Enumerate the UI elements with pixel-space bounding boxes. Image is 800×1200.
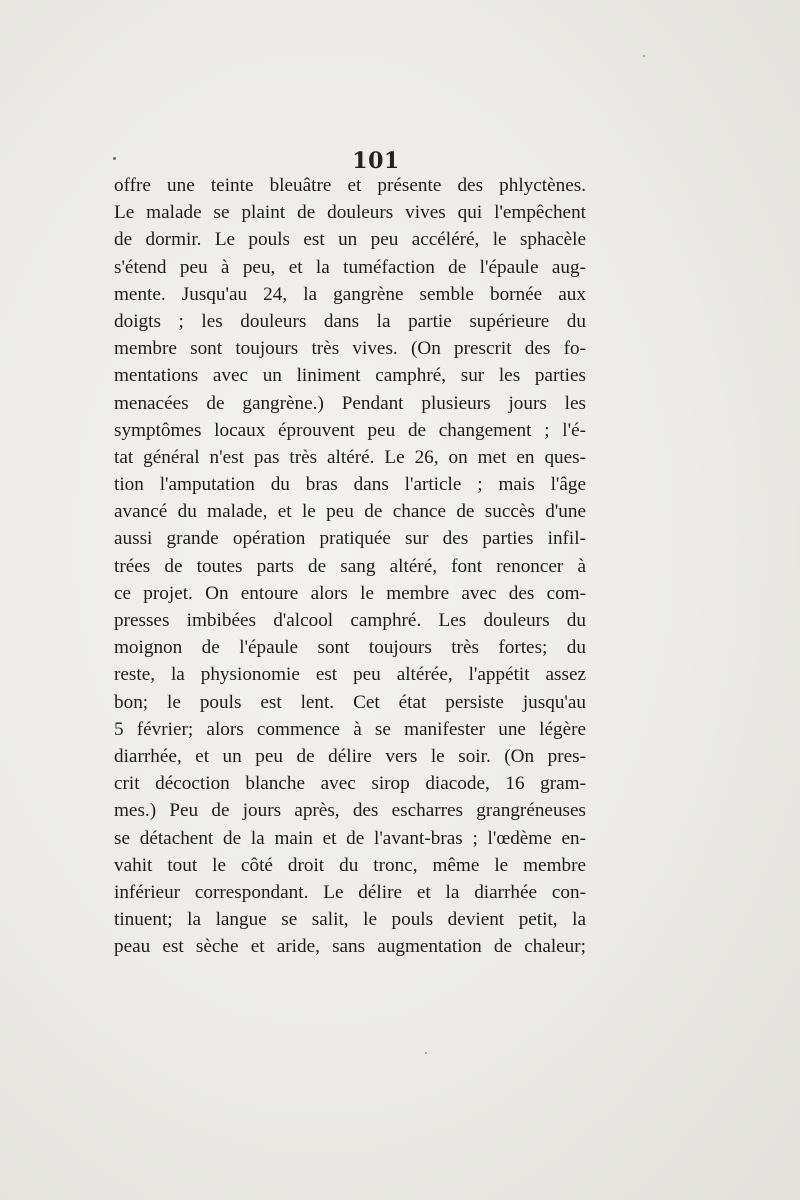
- text-line: offre une teinte bleuâtre et présente des phlyctènes.: [114, 175, 586, 196]
- text-line: peau est sèche et aride, sans augmentation de chaleur;: [114, 936, 586, 958]
- text-line: inférieur correspondant. Le délire et la diarrhée con-: [114, 881, 586, 903]
- text-line: menacées de gangrène.) Pendant plusieurs jours les: [114, 392, 586, 414]
- text-line: trées de toutes parts de sang altéré, font renoncer à: [114, 555, 586, 577]
- text-line: tion l'amputation du bras dans l'article ; mais l'âge: [114, 474, 586, 496]
- text-line: 5 février; alors commence à se manifester une légère: [114, 718, 586, 740]
- text-line: doigts ; les douleurs dans la partie supérieure du: [114, 310, 586, 332]
- ink-speck: [643, 55, 645, 57]
- ink-speck: [425, 1052, 427, 1054]
- text-line: bon; le pouls est lent. Cet état persiste jusqu'au: [114, 691, 586, 713]
- text-line: membre sont toujours très vives. (On prescrit des fo-: [114, 338, 586, 360]
- text-line: avancé du malade, et le peu de chance de succès d'une: [114, 501, 586, 523]
- text-line: symptômes locaux éprouvent peu de changement ; l'é-: [114, 419, 586, 441]
- body-text: [114, 172, 586, 960]
- text-line: aussi grande opération pratiquée sur des parties infil-: [114, 528, 586, 550]
- text-line: se détachent de la main et de l'avant-bras ; l'œdème en-: [114, 827, 586, 849]
- text-line: diarrhée, et un peu de délire vers le soir. (On pres-: [114, 745, 586, 767]
- text-line: mes.) Peu de jours après, des escharres grangréneuses: [114, 800, 586, 822]
- text-line: mente. Jusqu'au 24, la gangrène semble bornée aux: [114, 283, 586, 305]
- text-line: mentations avec un liniment camphré, sur les parties: [114, 365, 586, 387]
- text-line: moignon de l'épaule sont toujours très fortes; du: [114, 637, 586, 659]
- text-line: Le malade se plaint de douleurs vives qui l'empêchent: [114, 202, 586, 224]
- text-line: tat général n'est pas très altéré. Le 26, on met en ques-: [114, 446, 586, 468]
- text-line: s'étend peu à peu, et la tuméfaction de l'épaule aug-: [114, 256, 586, 278]
- text-line: de dormir. Le pouls est un peu accéléré, le sphacèle: [114, 229, 586, 251]
- text-line: crit décoction blanche avec sirop diacode, 16 gram-: [114, 773, 586, 795]
- text-line: reste, la physionomie est peu altérée, l'appétit assez: [114, 664, 586, 686]
- text-line: presses imbibées d'alcool camphré. Les douleurs du: [114, 610, 586, 631]
- text-line: ce projet. On entoure alors le membre avec des com-: [114, 582, 586, 604]
- page-number: 101: [352, 148, 400, 174]
- text-line: tinuent; la langue se salit, le pouls devient petit, la: [114, 909, 586, 931]
- text-line: vahit tout le côté droit du tronc, même le membre: [114, 854, 586, 876]
